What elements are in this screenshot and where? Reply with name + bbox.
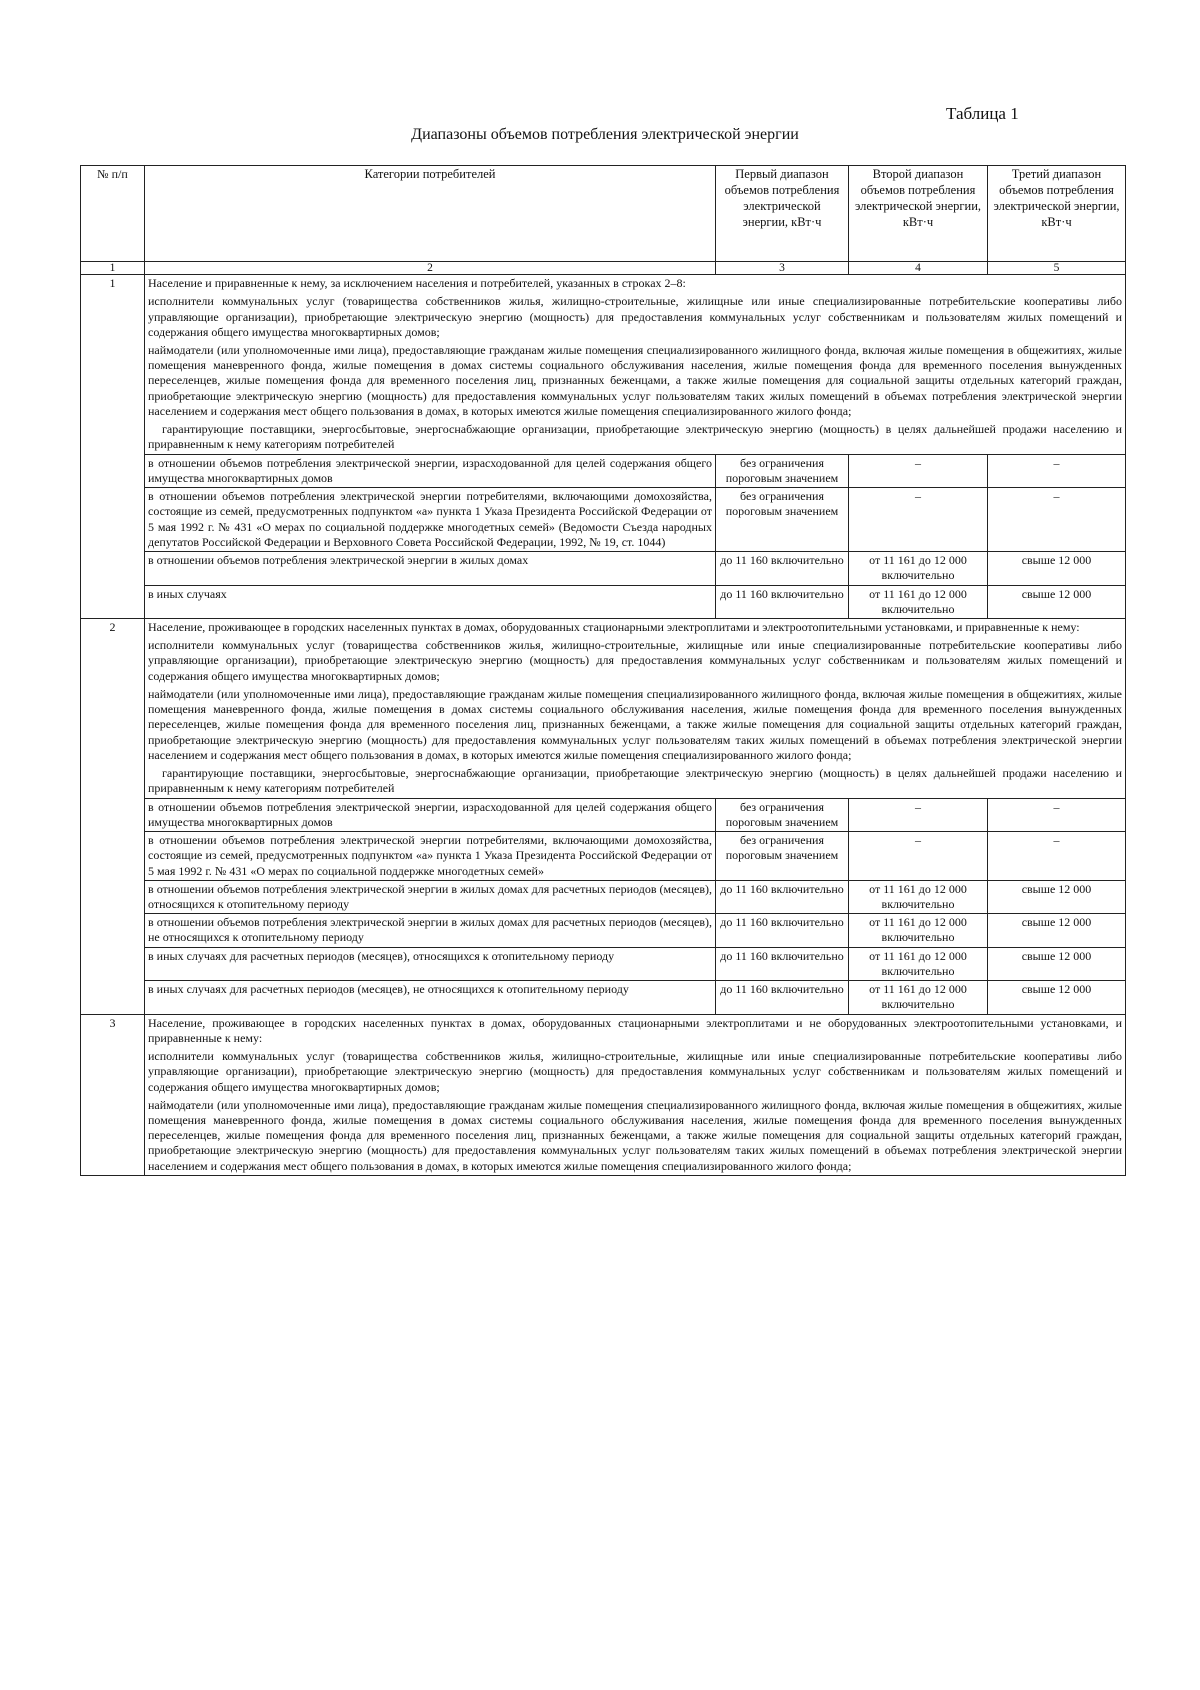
- range-3-value: –: [988, 454, 1126, 487]
- table-row: [81, 947, 1126, 980]
- range-1-value: до 11 160 включительно: [716, 880, 849, 913]
- range-3-value: свыше 12 000: [988, 585, 1126, 618]
- range-2-value: от 11 161 до 12 000 включительно: [849, 880, 988, 913]
- row-category: в отношении объемов потребления электрической энергии потребителями, включающими домохозяйства, состоящие из семей, предусмотренных подпунктом «а» пункта 1 Указа Президента Российской Федерации от 5 мая 1992 г. № 431 «О мерах по социальной поддержке многодетных семей»: [145, 832, 716, 881]
- range-1-value: без ограничения пороговым значением: [716, 798, 849, 831]
- table-row: [81, 880, 1126, 913]
- range-2-value: от 11 161 до 12 000 включительно: [849, 914, 988, 947]
- section-1-paragraph: исполнители коммунальных услуг (товарищества собственников жилья, жилищно-строительные, жилищные или иные специализированные потребительские кооперативы либо управляющие организации), приобретающие электрическую энергию (мощность) для предоставления коммунальных услуг собственникам и пользователям жилых помещений и содержания общего имущества многоквартирных домов;: [148, 294, 1122, 339]
- column-index: 5: [988, 262, 1126, 275]
- section-1-description: [145, 275, 1126, 455]
- table-row: [81, 454, 1126, 487]
- range-2-value: от 11 161 до 12 000 включительно: [849, 947, 988, 980]
- section-2-paragraph: исполнители коммунальных услуг (товарищества собственников жилья, жилищно-строительные, жилищные или иные специализированные потребительские кооперативы либо управляющие организации), приобретающие электрическую энергию (мощность) для предоставления коммунальных услуг собственникам и пользователям жилых помещений и содержания общего имущества многоквартирных домов;: [148, 638, 1122, 683]
- column-index: 3: [716, 262, 849, 275]
- range-3-value: свыше 12 000: [988, 914, 1126, 947]
- range-3-value: –: [988, 488, 1126, 552]
- section-1-header-row: [81, 275, 1126, 455]
- table-row: [81, 981, 1126, 1014]
- row-category: в отношении объемов потребления электрической энергии в жилых домах: [145, 552, 716, 585]
- section-3-paragraph: наймодатели (или уполномоченные ими лица), предоставляющие гражданам жилые помещения специализированного жилищного фонда, включая жилые помещения в общежитиях, жилые помещения маневренного фонда, жилые помещения в домах системы социального обслуживания населения, жилые помещения фонда для временного поселения вынужденных переселенцев, жилые помещения фонда для временного поселения лиц, признанных беженцами, а также жилые помещения для социальной защиты отдельных категорий граждан, приобретающие электрическую энергию (мощность) для предоставления коммунальных услуг пользователям таких жилых помещений в объемах потребления электрической энергии населением и содержания мест общего пользования в домах, в которых имеются жилые помещения специализированного жилого фонда;: [148, 1097, 1122, 1173]
- header-num: № п/п: [81, 166, 145, 262]
- row-category: в отношении объемов потребления электрической энергии, израсходованной для целей содержания общего имущества многоквартирных домов: [145, 454, 716, 487]
- section-3-paragraph: исполнители коммунальных услуг (товарищества собственников жилья, жилищно-строительные, жилищные или иные специализированные потребительские кооперативы либо управляющие организации), приобретающие электрическую энергию (мощность) для предоставления коммунальных услуг собственникам и пользователям жилых помещений и содержания общего имущества многоквартирных домов;: [148, 1049, 1122, 1094]
- range-2-value: –: [849, 832, 988, 881]
- table-header-row: [81, 166, 1126, 262]
- table-number-label: Таблица 1: [946, 104, 1019, 123]
- header-range-1: Первый диапазон объемов потребления электрической энергии, кВт·ч: [716, 166, 849, 262]
- range-3-value: свыше 12 000: [988, 880, 1126, 913]
- range-3-value: свыше 12 000: [988, 552, 1126, 585]
- range-2-value: от 11 161 до 12 000 включительно: [849, 981, 988, 1014]
- row-category: в отношении объемов потребления электрической энергии в жилых домах для расчетных периодов (месяцев), относящихся к отопительному периоду: [145, 880, 716, 913]
- range-1-value: до 11 160 включительно: [716, 914, 849, 947]
- range-3-value: свыше 12 000: [988, 947, 1126, 980]
- range-2-value: от 11 161 до 12 000 включительно: [849, 585, 988, 618]
- table-row: [81, 552, 1126, 585]
- range-1-value: без ограничения пороговым значением: [716, 454, 849, 487]
- section-1-paragraph: гарантирующие поставщики, энергосбытовые, энергоснабжающие организации, приобретающие электрическую энергию (мощность) в целях дальнейшей продажи населению и приравненным к нему категориям потребителей: [148, 422, 1122, 452]
- header-category: Категории потребителей: [145, 166, 716, 262]
- range-1-value: до 11 160 включительно: [716, 981, 849, 1014]
- section-2-number: 2: [81, 618, 145, 1014]
- section-1-paragraph: наймодатели (или уполномоченные ими лица), предоставляющие гражданам жилые помещения специализированного жилищного фонда, включая жилые помещения в общежитиях, жилые помещения маневренного фонда, жилые помещения в домах системы социального обслуживания населения, жилые помещения фонда для временного поселения вынужденных переселенцев, жилые помещения фонда для временного поселения лиц, признанных беженцами, а также жилые помещения для социальной защиты отдельных категорий граждан, приобретающие электрическую энергию (мощность) для предоставления коммунальных услуг пользователям таких жилых помещений в объемах потребления электрической энергии населением и содержания мест общего пользования в домах, в которых имеются жилые помещения специализированного жилого фонда;: [148, 343, 1122, 418]
- section-2-paragraph: наймодатели (или уполномоченные ими лица), предоставляющие гражданам жилые помещения специализированного жилищного фонда, включая жилые помещения в общежитиях, жилые помещения маневренного фонда, жилые помещения в домах системы социального обслуживания населения, жилые помещения фонда для временного поселения вынужденных переселенцев, жилые помещения фонда для временного поселения лиц, признанных беженцами, а также жилые помещения для социальной защиты отдельных категорий граждан, приобретающие электрическую энергию (мощность) для предоставления коммунальных услуг пользователям таких жилых помещений в объемах потребления электрической энергии населением и содержания мест общего пользования в домах, в которых имеются жилые помещения специализированного жилого фонда;: [148, 686, 1122, 762]
- row-category: в иных случаях для расчетных периодов (месяцев), не относящихся к отопительному периоду: [145, 981, 716, 1014]
- column-index: 2: [145, 262, 716, 275]
- table-row: [81, 832, 1126, 881]
- column-index: 4: [849, 262, 988, 275]
- range-2-value: от 11 161 до 12 000 включительно: [849, 552, 988, 585]
- section-2-intro: Население, проживающее в городских населенных пунктах в домах, оборудованных стационарными электроплитами и электроотопительными установками, и приравненные к нему:: [148, 619, 1080, 634]
- range-1-value: до 11 160 включительно: [716, 947, 849, 980]
- header-range-3: Третий диапазон объемов потребления электрической энергии, кВт·ч: [988, 166, 1126, 262]
- consumption-ranges-table: [80, 165, 1126, 1176]
- section-3-description: [145, 1014, 1126, 1175]
- range-3-value: –: [988, 832, 1126, 881]
- section-1-number: 1: [81, 275, 145, 619]
- header-range-2: Второй диапазон объемов потребления электрической энергии, кВт·ч: [849, 166, 988, 262]
- section-2-header-row: [81, 618, 1126, 798]
- document-title: Диапазоны объемов потребления электрической энергии: [411, 126, 799, 143]
- range-1-value: до 11 160 включительно: [716, 585, 849, 618]
- column-index: 1: [81, 262, 145, 275]
- range-1-value: без ограничения пороговым значением: [716, 832, 849, 881]
- section-3-header-row: [81, 1014, 1126, 1175]
- range-2-value: –: [849, 798, 988, 831]
- section-3-number: 3: [81, 1014, 145, 1175]
- row-category: в отношении объемов потребления электрической энергии в жилых домах для расчетных периодов (месяцев), не относящихся к отопительному периоду: [145, 914, 716, 947]
- table-row: [81, 798, 1126, 831]
- table-row: [81, 585, 1126, 618]
- row-category: в иных случаях: [145, 585, 716, 618]
- range-2-value: –: [849, 454, 988, 487]
- table-row: [81, 914, 1126, 947]
- range-3-value: свыше 12 000: [988, 981, 1126, 1014]
- range-1-value: без ограничения пороговым значением: [716, 488, 849, 552]
- row-category: в отношении объемов потребления электрической энергии потребителями, включающими домохозяйства, состоящие из семей, предусмотренных подпунктом «а» пункта 1 Указа Президента Российской Федерации от 5 мая 1992 г. № 431 «О мерах по социальной поддержке многодетных семей» (Ведомости Съезда народных депутатов Российской Федерации и Верховного Совета Российской Федерации, 1992, № 19, ст. 1044): [145, 488, 716, 552]
- row-category: в иных случаях для расчетных периодов (месяцев), относящихся к отопительному периоду: [145, 947, 716, 980]
- section-2-paragraph: гарантирующие поставщики, энергосбытовые, энергоснабжающие организации, приобретающие электрическую энергию (мощность) в целях дальнейшей продажи населению и приравненным к нему категориям потребителей: [148, 766, 1122, 796]
- range-2-value: –: [849, 488, 988, 552]
- row-category: в отношении объемов потребления электрической энергии, израсходованной для целей содержания общего имущества многоквартирных домов: [145, 798, 716, 831]
- range-1-value: до 11 160 включительно: [716, 552, 849, 585]
- section-1-intro: Население и приравненные к нему, за исключением населения и потребителей, указанных в строках 2–8:: [148, 276, 686, 291]
- range-3-value: –: [988, 798, 1126, 831]
- column-index-row: [81, 262, 1126, 275]
- section-2-description: [145, 618, 1126, 798]
- table-row: [81, 488, 1126, 552]
- section-3-intro: Население, проживающее в городских населенных пунктах в домах, оборудованных стационарными электроплитами и не оборудованных электроотопительными установками, и приравненные к нему:: [148, 1015, 1122, 1045]
